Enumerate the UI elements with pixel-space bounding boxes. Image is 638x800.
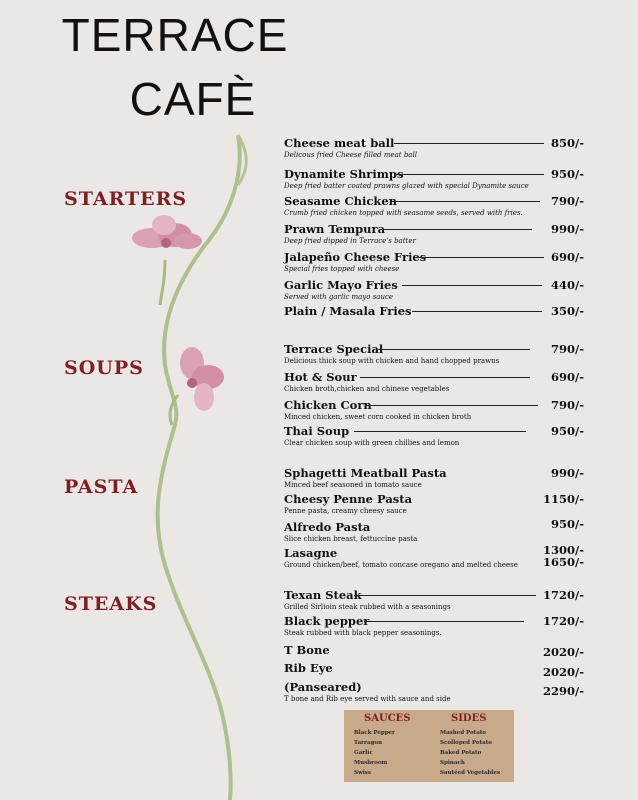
flower-upper-icon <box>132 215 202 249</box>
item-price: 990/- <box>551 466 584 480</box>
sauce-item: Black Pepper <box>354 730 395 736</box>
item-desc: Delicious thick soup with chicken and hand chopped prawns <box>284 357 500 365</box>
item-name: Garlic Mayo Fries <box>284 278 398 292</box>
menu-item <box>284 492 584 515</box>
menu-item <box>284 517 584 543</box>
item-price: 2020/- <box>543 665 584 679</box>
sauce-item: Tarragon <box>354 740 383 746</box>
item-price: 1300/- <box>543 543 584 557</box>
item-name: Cheese meat ball <box>284 136 395 150</box>
menu-item <box>284 342 584 365</box>
item-price: 1720/- <box>543 614 584 628</box>
item-desc: Served with garlic mayo sauce <box>284 293 394 301</box>
item-price-alt: 1650/- <box>543 555 584 569</box>
item-desc: Steak rubbed with black pepper seasonings. <box>284 629 442 637</box>
leader-line <box>380 229 532 230</box>
title-line-1: TERRACE <box>61 9 289 61</box>
item-name: Texan Steak <box>284 588 362 602</box>
menu-item <box>284 278 584 301</box>
item-name: Hot & Sour <box>284 370 357 384</box>
side-item: Sautéed Vegetables <box>440 770 501 776</box>
item-desc: Penne pasta, creamy cheesy sauce <box>284 507 407 515</box>
item-price: 950/- <box>551 167 584 181</box>
item-desc: T bone and Rib eye served with sauce and side <box>284 695 451 703</box>
menu-item <box>284 424 584 447</box>
menu-item <box>284 466 584 489</box>
title-line-2: CAFÈ <box>129 73 257 125</box>
item-price: 1720/- <box>543 588 584 602</box>
side-item: Mashed Potato <box>440 730 486 736</box>
item-price: 2020/- <box>543 645 584 659</box>
category-soups: SOUPS <box>64 357 144 379</box>
menu-item <box>284 194 584 217</box>
item-desc: Minced chicken, sweet corn cooked in chicken broth <box>284 413 472 421</box>
item-price: 950/- <box>551 517 584 531</box>
menu-item <box>284 588 584 611</box>
menu-item <box>284 543 584 569</box>
category-starters: STARTERS <box>64 188 188 210</box>
item-price: 690/- <box>551 250 584 264</box>
leader-line <box>378 349 530 350</box>
item-name: T Bone <box>284 643 330 657</box>
item-price: 990/- <box>551 222 584 236</box>
leader-line <box>394 143 544 144</box>
item-price: 790/- <box>551 398 584 412</box>
sides-title: SIDES <box>451 713 487 724</box>
item-desc: Slice chicken breast, fettuccine pasta <box>284 535 418 543</box>
menu-item <box>284 661 584 679</box>
item-desc: Minced beef seasoned in tomato sauce <box>284 481 422 489</box>
item-price: 790/- <box>551 194 584 208</box>
item-name: Prawn Tempura <box>284 222 386 236</box>
side-item: Spinach <box>440 760 465 766</box>
category-pasta: PASTA <box>64 476 139 498</box>
item-desc: Delicous fried Cheese filled meat ball <box>284 151 417 159</box>
sauce-item: Mushroom <box>354 760 388 766</box>
side-item: Scolloped Potato <box>440 740 492 746</box>
leader-line <box>360 377 530 378</box>
menu-item <box>284 614 584 637</box>
menu-item <box>284 680 584 703</box>
flower-lower-icon <box>180 347 224 411</box>
item-desc: Special fries topped with cheese <box>284 265 400 273</box>
sauces-sides-box <box>344 710 514 782</box>
item-price: 350/- <box>551 304 584 318</box>
item-name: (Panseared) <box>284 680 362 694</box>
category-steaks: STEAKS <box>64 593 158 615</box>
sauces-list <box>354 728 395 778</box>
item-name: Chicken Corn <box>284 398 372 412</box>
leader-line <box>354 431 526 432</box>
item-desc: Deep fried dipped in Terrace's batter <box>284 237 416 245</box>
menu-item <box>284 136 584 159</box>
sauce-item: Swiss <box>354 770 371 776</box>
item-desc: Grilled Sirlioin steak rubbed with a seasonings <box>284 603 451 611</box>
item-desc: Chicken broth,chicken and chinese vegetables <box>284 385 450 393</box>
leader-line <box>394 174 544 175</box>
menu-item <box>284 370 584 393</box>
item-name: Lasagne <box>284 546 338 560</box>
item-name: Sphagetti Meatball Pasta <box>284 466 447 480</box>
menu-item <box>284 643 584 657</box>
item-price: 440/- <box>551 278 584 292</box>
side-item: Baked Potato <box>440 750 482 756</box>
sauce-item: Garlic <box>354 750 373 756</box>
menu-item <box>284 222 584 245</box>
sides-list <box>440 728 500 778</box>
item-name: Cheesy Penne Pasta <box>284 492 413 506</box>
item-name: Thai Soup <box>284 424 350 438</box>
item-desc: Crumb fried chicken topped with seasame seeds, served with fries. <box>284 209 523 217</box>
leader-line <box>366 405 538 406</box>
item-name: Dynamite Shrimps <box>284 167 404 181</box>
menu-item <box>284 304 584 318</box>
leader-line <box>354 595 536 596</box>
item-price: 950/- <box>551 424 584 438</box>
item-name: Terrace Special <box>284 342 384 356</box>
item-price: 690/- <box>551 370 584 384</box>
leader-line <box>412 311 542 312</box>
item-price: 2290/- <box>543 684 584 698</box>
item-price: 790/- <box>551 342 584 356</box>
item-price: 1150/- <box>543 492 584 506</box>
sauces-title: SAUCES <box>364 713 411 724</box>
menu-item <box>284 250 584 273</box>
item-desc: Clear chicken soup with green chillies and lemon <box>284 439 460 447</box>
item-name: Rib Eye <box>284 661 333 675</box>
leader-line <box>390 201 540 202</box>
item-name: Alfredo Pasta <box>284 520 371 534</box>
leader-line <box>402 285 542 286</box>
item-name: Jalapeño Cheese Fries <box>284 250 427 264</box>
menu-item <box>284 167 584 190</box>
item-name: Plain / Masala Fries <box>284 304 412 318</box>
item-desc: Deep fried batter coated prawns glazed with special Dynamite sauce <box>284 182 529 190</box>
menu-item <box>284 398 584 421</box>
item-name: Seasame Chicken <box>284 194 398 208</box>
item-name: Black pepper <box>284 614 370 628</box>
item-price: 850/- <box>551 136 584 150</box>
leader-line <box>416 257 544 258</box>
leader-line <box>364 621 524 622</box>
item-desc: Ground chicken/beef, tomato concase oregano and melted cheese <box>284 561 518 569</box>
